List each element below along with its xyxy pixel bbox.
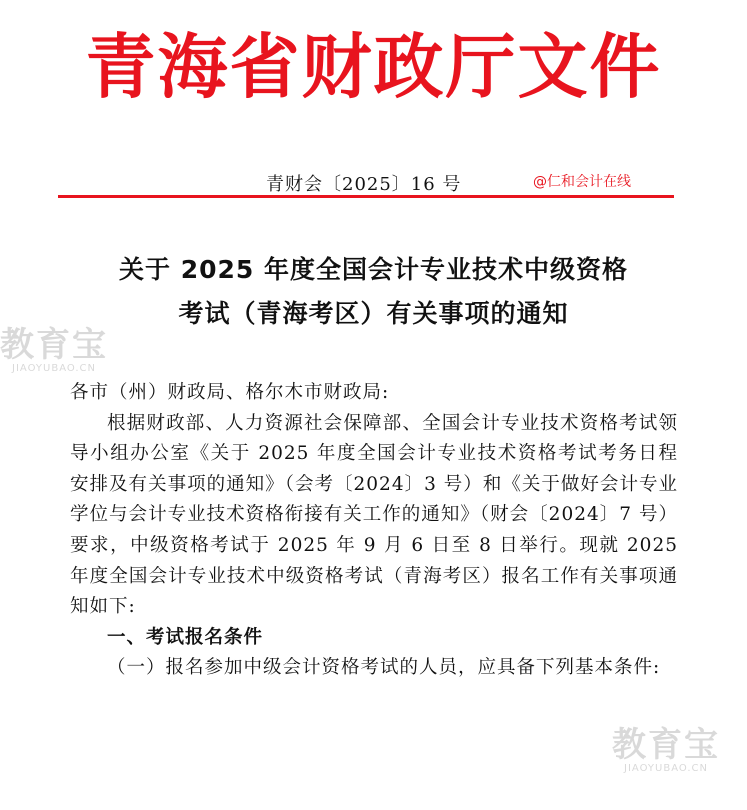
watermark-url: JIAOYUBAO.CN <box>12 363 96 374</box>
body-paragraph: 根据财政部、人力资源社会保障部、全国会计专业技术资格考试领导小组办公室《关于 2025 年度全国会计专业技术资格考试考务日程安排及有关事项的通知》（会考〔2024〕3 号）和《关于做好会计专业学位与会计专业技术资格衔接有关工作的通知》（财会〔2024〕7 号）要求，中级资格考试于 2025 年 9 月 6 日至 8 日举行。现就 2025 年度全国会计专业技术中级资格考试（青海考区）报名工作有关事项通知如下: <box>70 412 678 618</box>
watermark-url: JIAOYUBAO.CN <box>624 763 708 774</box>
document-number: 青财会〔2025〕16 号 <box>266 174 462 195</box>
section-heading: 一、考试报名条件 <box>107 626 264 648</box>
watermark-logo <box>0 325 108 374</box>
header-divider <box>58 195 674 198</box>
source-credit: @仁和会计在线 <box>533 174 631 190</box>
notice-title-line-2: 考试（青海考区）有关事项的通知 <box>178 299 569 328</box>
watermark-logo <box>612 725 720 774</box>
document-body <box>70 378 678 684</box>
salutation: 各市（州）财政局、格尔木市财政局: <box>70 382 390 403</box>
watermark-text: 教育宝 <box>0 325 108 365</box>
watermark-text: 教育宝 <box>612 725 720 765</box>
agency-header-title: 青海省财政厅文件 <box>85 26 662 108</box>
notice-title-line-1: 关于 2025 年度全国会计专业技术中级资格 <box>119 255 628 284</box>
body-item: （一）报名参加中级会计资格考试的人员，应具备下列基本条件: <box>107 657 661 679</box>
